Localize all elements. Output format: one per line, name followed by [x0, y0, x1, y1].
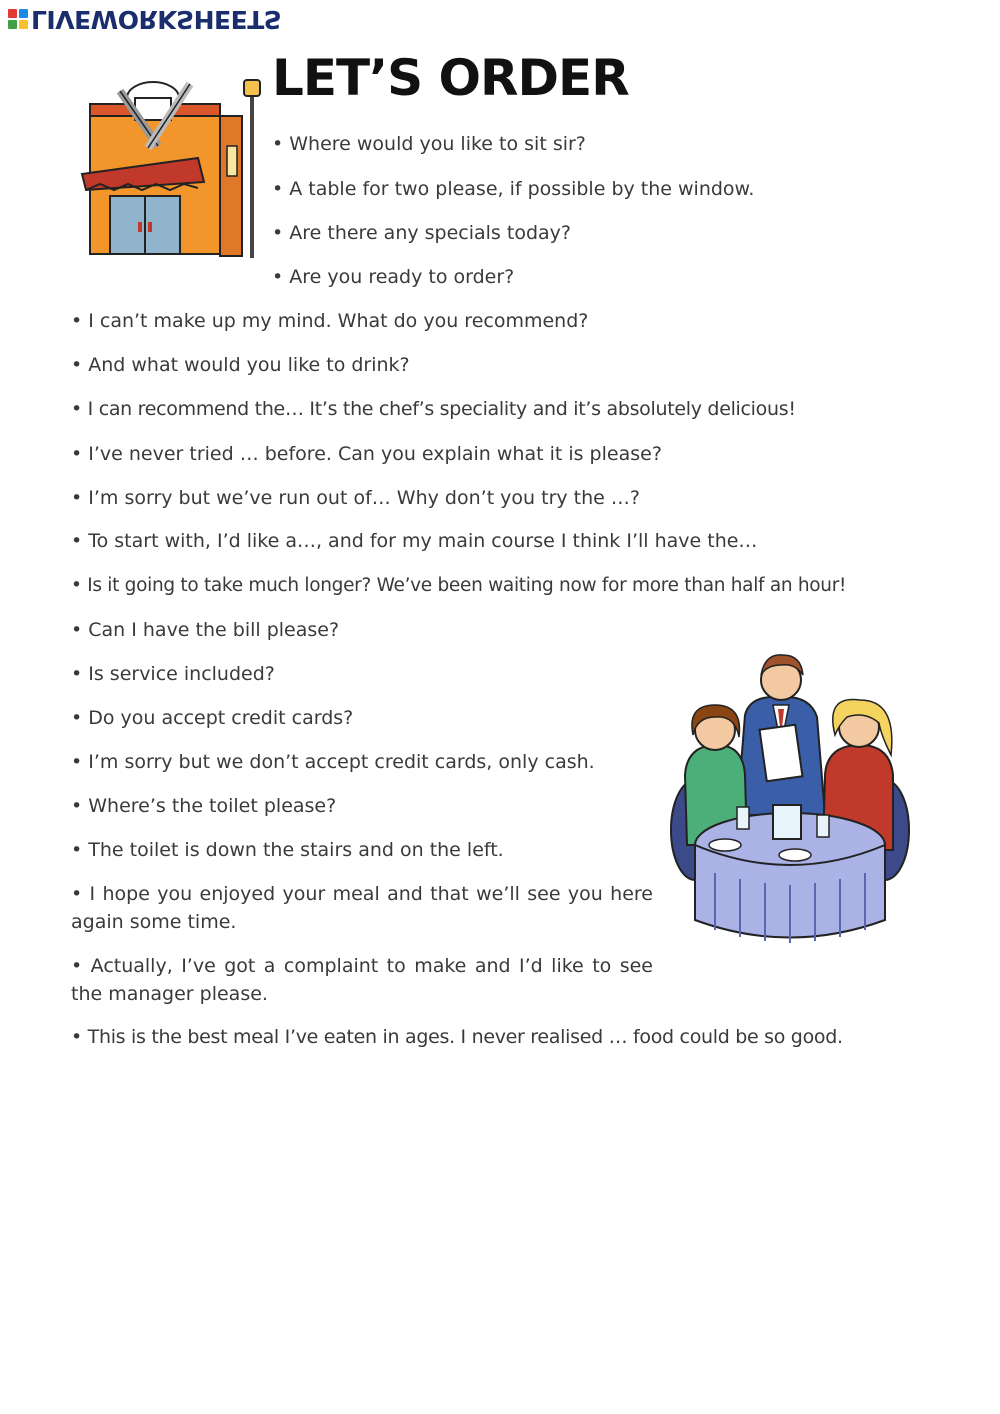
phrase-item: • And what would you like to drink?: [71, 354, 410, 376]
brand-name: LIVEWORKSHEETS: [31, 4, 282, 34]
brand-block: [19, 20, 28, 29]
phrase-item: • Where would you like to sit sir?: [272, 133, 586, 155]
phrase-item: • Are there any specials today?: [272, 222, 571, 244]
brand-logo: [8, 4, 281, 34]
phrase-item: • This is the best meal I’ve eaten in ages. I never realised … food could be so good.: [71, 1026, 843, 1048]
phrase-item: • Actually, I’ve got a complaint to make and I’d like to see the manager please.: [71, 955, 653, 1005]
brand-block: [8, 20, 17, 29]
brand-blocks-icon: [8, 9, 28, 29]
phrase-item: • Where’s the toilet please?: [71, 795, 337, 817]
phrase-item: • A table for two please, if possible by the window.: [272, 178, 755, 200]
phrase-item: • Are you ready to order?: [272, 266, 515, 288]
phrase-item: • I’m sorry but we don’t accept credit cards, only cash.: [71, 751, 595, 773]
phrase-item: • Is service included?: [71, 663, 275, 685]
page-title: LET’S ORDER: [272, 49, 629, 107]
restaurant-building-image: [80, 76, 265, 261]
phrase-item: • Do you accept credit cards?: [71, 707, 354, 729]
phrase-item: • Can I have the bill please?: [71, 619, 340, 641]
phrase-item: • I’ve never tried … before. Can you explain what it is please?: [71, 443, 662, 465]
brand-block: [8, 9, 17, 18]
phrase-item: • I’m sorry but we’ve run out of… Why don’t you try the …?: [71, 487, 640, 509]
phrase-item: • I can’t make up my mind. What do you recommend?: [71, 310, 589, 332]
phrase-item: • Is it going to take much longer? We’ve been waiting now for more than half an hour!: [71, 575, 847, 596]
phrase-item: • I hope you enjoyed your meal and that we’ll see you here again some time.: [71, 883, 653, 933]
diners-waiter-image: [665, 645, 915, 945]
phrase-item: • I can recommend the… It’s the chef’s speciality and it’s absolutely delicious!: [71, 398, 796, 420]
phrase-item: • The toilet is down the stairs and on the left.: [71, 839, 504, 861]
phrase-item: • To start with, I’d like a…, and for my main course I think I’ll have the…: [71, 530, 758, 552]
brand-block: [19, 9, 28, 18]
